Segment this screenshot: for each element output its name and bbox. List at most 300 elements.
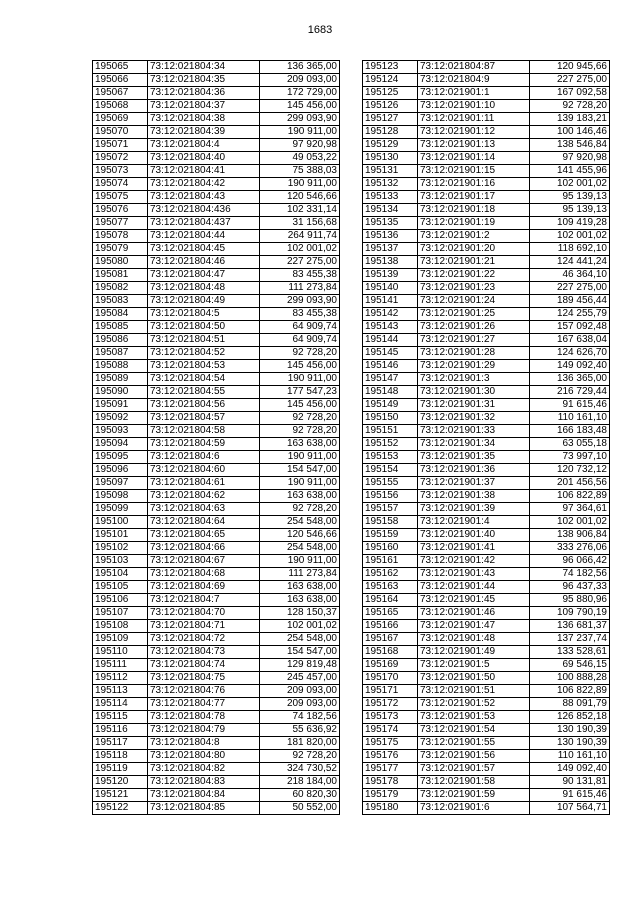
row-number-cell: 195150	[363, 412, 418, 425]
cadastral-value-cell: 189 456,44	[530, 295, 610, 308]
cadastral-value-cell: 97 920,98	[530, 152, 610, 165]
cadastral-number-cell: 73:12:021804:75	[148, 672, 260, 685]
table-row	[93, 672, 340, 685]
cadastral-number-cell: 73:12:021901:48	[418, 633, 530, 646]
table-row	[363, 165, 610, 178]
cadastral-number-cell: 73:12:021804:52	[148, 347, 260, 360]
cadastral-number-cell: 73:12:021804:48	[148, 282, 260, 295]
table-row	[93, 737, 340, 750]
row-number-cell: 195102	[93, 542, 148, 555]
table-row	[93, 711, 340, 724]
row-number-cell: 195130	[363, 152, 418, 165]
row-number-cell: 195173	[363, 711, 418, 724]
row-number-cell: 195124	[363, 74, 418, 87]
table-row	[93, 750, 340, 763]
cadastral-value-cell: 124 255,79	[530, 308, 610, 321]
row-number-cell: 195140	[363, 282, 418, 295]
table-row	[363, 334, 610, 347]
row-number-cell: 195069	[93, 113, 148, 126]
cadastral-value-cell: 130 190,39	[530, 724, 610, 737]
row-number-cell: 195116	[93, 724, 148, 737]
cadastral-number-cell: 73:12:021901:27	[418, 334, 530, 347]
cadastral-number-cell: 73:12:021804:40	[148, 152, 260, 165]
table-row	[93, 360, 340, 373]
cadastral-value-cell: 245 457,00	[260, 672, 340, 685]
table-row	[93, 204, 340, 217]
cadastral-value-cell: 92 728,20	[260, 425, 340, 438]
cadastral-number-cell: 73:12:021901:52	[418, 698, 530, 711]
table-row	[93, 555, 340, 568]
cadastral-number-cell: 73:12:021901:49	[418, 646, 530, 659]
table-row	[93, 178, 340, 191]
cadastral-number-cell: 73:12:021804:82	[148, 763, 260, 776]
row-number-cell: 195079	[93, 243, 148, 256]
cadastral-number-cell: 73:12:021901:41	[418, 542, 530, 555]
row-number-cell: 195085	[93, 321, 148, 334]
cadastral-number-cell: 73:12:021901:55	[418, 737, 530, 750]
table-row	[93, 529, 340, 542]
table-row	[93, 542, 340, 555]
table-row	[93, 126, 340, 139]
cadastral-number-cell: 73:12:021804:71	[148, 620, 260, 633]
cadastral-number-cell: 73:12:021804:63	[148, 503, 260, 516]
cadastral-value-cell: 107 564,71	[530, 802, 610, 815]
cadastral-number-cell: 73:12:021804:44	[148, 230, 260, 243]
row-number-cell: 195129	[363, 139, 418, 152]
cadastral-number-cell: 73:12:021804:55	[148, 386, 260, 399]
table-row	[93, 399, 340, 412]
cadastral-number-cell: 73:12:021901:30	[418, 386, 530, 399]
table-row	[363, 152, 610, 165]
table-row	[363, 776, 610, 789]
table-row	[93, 464, 340, 477]
table-row	[363, 256, 610, 269]
cadastral-value-cell: 149 092,40	[530, 763, 610, 776]
cadastral-number-cell: 73:12:021804:74	[148, 659, 260, 672]
row-number-cell: 195127	[363, 113, 418, 126]
table-row	[93, 425, 340, 438]
row-number-cell: 195144	[363, 334, 418, 347]
row-number-cell: 195097	[93, 477, 148, 490]
table-row	[363, 711, 610, 724]
table-row	[93, 503, 340, 516]
row-number-cell: 195115	[93, 711, 148, 724]
row-number-cell: 195099	[93, 503, 148, 516]
table-row	[93, 685, 340, 698]
row-number-cell: 195106	[93, 594, 148, 607]
table-row	[93, 269, 340, 282]
row-number-cell: 195103	[93, 555, 148, 568]
cadastral-value-cell: 264 911,74	[260, 230, 340, 243]
cadastral-value-cell: 110 161,10	[530, 750, 610, 763]
table-row	[93, 594, 340, 607]
row-number-cell: 195067	[93, 87, 148, 100]
row-number-cell: 195082	[93, 282, 148, 295]
cadastral-value-cell: 120 732,12	[530, 464, 610, 477]
cadastral-number-cell: 73:12:021804:437	[148, 217, 260, 230]
cadastral-value-cell: 145 456,00	[260, 360, 340, 373]
table-row	[363, 139, 610, 152]
left-register-table	[92, 60, 340, 815]
cadastral-value-cell: 209 093,00	[260, 74, 340, 87]
cadastral-number-cell: 73:12:021901:31	[418, 399, 530, 412]
row-number-cell: 195110	[93, 646, 148, 659]
cadastral-number-cell: 73:12:021901:20	[418, 243, 530, 256]
cadastral-value-cell: 130 190,39	[530, 737, 610, 750]
cadastral-number-cell: 73:12:021901:59	[418, 789, 530, 802]
row-number-cell: 195120	[93, 776, 148, 789]
cadastral-value-cell: 177 547,23	[260, 386, 340, 399]
cadastral-number-cell: 73:12:021901:45	[418, 594, 530, 607]
cadastral-number-cell: 73:12:021901:5	[418, 659, 530, 672]
row-number-cell: 195169	[363, 659, 418, 672]
cadastral-number-cell: 73:12:021901:43	[418, 568, 530, 581]
cadastral-value-cell: 92 728,20	[260, 412, 340, 425]
cadastral-value-cell: 92 728,20	[260, 347, 340, 360]
cadastral-number-cell: 73:12:021901:2	[418, 230, 530, 243]
table-row	[93, 802, 340, 815]
cadastral-value-cell: 83 455,38	[260, 308, 340, 321]
cadastral-number-cell: 73:12:021901:17	[418, 191, 530, 204]
table-row	[363, 321, 610, 334]
cadastral-value-cell: 97 364,61	[530, 503, 610, 516]
cadastral-value-cell: 254 548,00	[260, 633, 340, 646]
row-number-cell: 195166	[363, 620, 418, 633]
row-number-cell: 195135	[363, 217, 418, 230]
table-row	[363, 230, 610, 243]
cadastral-value-cell: 92 728,20	[530, 100, 610, 113]
row-number-cell: 195159	[363, 529, 418, 542]
row-number-cell: 195092	[93, 412, 148, 425]
cadastral-value-cell: 227 275,00	[530, 282, 610, 295]
cadastral-value-cell: 149 092,40	[530, 360, 610, 373]
cadastral-number-cell: 73:12:021804:76	[148, 685, 260, 698]
row-number-cell: 195137	[363, 243, 418, 256]
cadastral-number-cell: 73:12:021901:56	[418, 750, 530, 763]
row-number-cell: 195179	[363, 789, 418, 802]
cadastral-number-cell: 73:12:021901:24	[418, 295, 530, 308]
row-number-cell: 195143	[363, 321, 418, 334]
table-row	[93, 191, 340, 204]
cadastral-value-cell: 227 275,00	[260, 256, 340, 269]
cadastral-value-cell: 190 911,00	[260, 477, 340, 490]
table-row	[93, 243, 340, 256]
cadastral-value-cell: 111 273,84	[260, 282, 340, 295]
cadastral-value-cell: 95 139,13	[530, 191, 610, 204]
table-row	[93, 633, 340, 646]
cadastral-value-cell: 227 275,00	[530, 74, 610, 87]
cadastral-value-cell: 55 636,92	[260, 724, 340, 737]
cadastral-value-cell: 124 626,70	[530, 347, 610, 360]
table-row	[363, 594, 610, 607]
row-number-cell: 195081	[93, 269, 148, 282]
row-number-cell: 195101	[93, 529, 148, 542]
cadastral-value-cell: 209 093,00	[260, 685, 340, 698]
row-number-cell: 195070	[93, 126, 148, 139]
cadastral-number-cell: 73:12:021804:61	[148, 477, 260, 490]
cadastral-value-cell: 163 638,00	[260, 490, 340, 503]
cadastral-number-cell: 73:12:021804:45	[148, 243, 260, 256]
row-number-cell: 195113	[93, 685, 148, 698]
cadastral-value-cell: 90 131,81	[530, 776, 610, 789]
table-row	[363, 308, 610, 321]
row-number-cell: 195111	[93, 659, 148, 672]
cadastral-number-cell: 73:12:021901:35	[418, 451, 530, 464]
table-row	[363, 126, 610, 139]
cadastral-value-cell: 124 441,24	[530, 256, 610, 269]
row-number-cell: 195066	[93, 74, 148, 87]
cadastral-number-cell: 73:12:021901:21	[418, 256, 530, 269]
table-row	[93, 256, 340, 269]
cadastral-number-cell: 73:12:021804:9	[418, 74, 530, 87]
cadastral-value-cell: 74 182,56	[530, 568, 610, 581]
cadastral-number-cell: 73:12:021901:39	[418, 503, 530, 516]
cadastral-number-cell: 73:12:021901:6	[418, 802, 530, 815]
cadastral-value-cell: 136 681,37	[530, 620, 610, 633]
row-number-cell: 195086	[93, 334, 148, 347]
cadastral-number-cell: 73:12:021901:26	[418, 321, 530, 334]
table-row	[93, 282, 340, 295]
row-number-cell: 195152	[363, 438, 418, 451]
table-row	[363, 113, 610, 126]
cadastral-number-cell: 73:12:021901:58	[418, 776, 530, 789]
table-row	[363, 802, 610, 815]
table-row	[93, 334, 340, 347]
cadastral-value-cell: 145 456,00	[260, 100, 340, 113]
cadastral-number-cell: 73:12:021901:32	[418, 412, 530, 425]
row-number-cell: 195077	[93, 217, 148, 230]
table-row	[363, 373, 610, 386]
cadastral-value-cell: 100 146,46	[530, 126, 610, 139]
table-row	[93, 581, 340, 594]
table-row	[93, 217, 340, 230]
cadastral-number-cell: 73:12:021901:16	[418, 178, 530, 191]
table-row	[93, 776, 340, 789]
table-row	[363, 438, 610, 451]
row-number-cell: 195176	[363, 750, 418, 763]
table-row	[363, 542, 610, 555]
row-number-cell: 195096	[93, 464, 148, 477]
cadastral-number-cell: 73:12:021804:62	[148, 490, 260, 503]
table-row	[363, 217, 610, 230]
table-row	[93, 763, 340, 776]
cadastral-number-cell: 73:12:021804:80	[148, 750, 260, 763]
cadastral-value-cell: 120 546,66	[260, 529, 340, 542]
cadastral-number-cell: 73:12:021804:72	[148, 633, 260, 646]
cadastral-value-cell: 102 001,02	[530, 516, 610, 529]
table-row	[363, 646, 610, 659]
cadastral-value-cell: 190 911,00	[260, 178, 340, 191]
row-number-cell: 195145	[363, 347, 418, 360]
table-row	[363, 659, 610, 672]
cadastral-value-cell: 95 880,96	[530, 594, 610, 607]
cadastral-number-cell: 73:12:021804:34	[148, 61, 260, 74]
row-number-cell: 195122	[93, 802, 148, 815]
cadastral-value-cell: 118 692,10	[530, 243, 610, 256]
row-number-cell: 195125	[363, 87, 418, 100]
cadastral-value-cell: 69 546,15	[530, 659, 610, 672]
cadastral-value-cell: 102 001,02	[260, 620, 340, 633]
row-number-cell: 195107	[93, 607, 148, 620]
row-number-cell: 195091	[93, 399, 148, 412]
cadastral-value-cell: 163 638,00	[260, 594, 340, 607]
cadastral-number-cell: 73:12:021901:1	[418, 87, 530, 100]
row-number-cell: 195076	[93, 204, 148, 217]
table-row	[93, 386, 340, 399]
cadastral-value-cell: 139 183,21	[530, 113, 610, 126]
cadastral-number-cell: 73:12:021804:5	[148, 308, 260, 321]
table-row	[93, 568, 340, 581]
table-row	[363, 386, 610, 399]
row-number-cell: 195112	[93, 672, 148, 685]
cadastral-value-cell: 324 730,52	[260, 763, 340, 776]
cadastral-value-cell: 154 547,00	[260, 646, 340, 659]
table-row	[363, 100, 610, 113]
cadastral-number-cell: 73:12:021901:57	[418, 763, 530, 776]
table-row	[363, 204, 610, 217]
row-number-cell: 195088	[93, 360, 148, 373]
table-row	[93, 321, 340, 334]
cadastral-value-cell: 154 547,00	[260, 464, 340, 477]
page-number: 1683	[307, 24, 333, 36]
cadastral-number-cell: 73:12:021901:14	[418, 152, 530, 165]
table-row	[93, 477, 340, 490]
row-number-cell: 195136	[363, 230, 418, 243]
row-number-cell: 195126	[363, 100, 418, 113]
cadastral-number-cell: 73:12:021901:36	[418, 464, 530, 477]
cadastral-number-cell: 73:12:021901:23	[418, 282, 530, 295]
row-number-cell: 195084	[93, 308, 148, 321]
table-row	[93, 412, 340, 425]
right-register-table	[362, 60, 610, 815]
row-number-cell: 195149	[363, 399, 418, 412]
table-row	[363, 464, 610, 477]
cadastral-value-cell: 102 331,14	[260, 204, 340, 217]
cadastral-value-cell: 109 790,19	[530, 607, 610, 620]
table-row	[363, 763, 610, 776]
table-row	[363, 295, 610, 308]
cadastral-value-cell: 110 161,10	[530, 412, 610, 425]
cadastral-value-cell: 129 819,48	[260, 659, 340, 672]
row-number-cell: 195090	[93, 386, 148, 399]
table-row	[93, 139, 340, 152]
cadastral-number-cell: 73:12:021901:12	[418, 126, 530, 139]
cadastral-value-cell: 157 092,48	[530, 321, 610, 334]
row-number-cell: 195108	[93, 620, 148, 633]
cadastral-value-cell: 91 615,46	[530, 399, 610, 412]
cadastral-number-cell: 73:12:021901:34	[418, 438, 530, 451]
table-row	[363, 282, 610, 295]
cadastral-number-cell: 73:12:021804:4	[148, 139, 260, 152]
row-number-cell: 195109	[93, 633, 148, 646]
row-number-cell: 195078	[93, 230, 148, 243]
cadastral-value-cell: 333 276,06	[530, 542, 610, 555]
cadastral-value-cell: 74 182,56	[260, 711, 340, 724]
cadastral-value-cell: 299 093,90	[260, 113, 340, 126]
cadastral-value-cell: 167 092,58	[530, 87, 610, 100]
table-row	[93, 100, 340, 113]
table-row	[93, 230, 340, 243]
table-row	[93, 698, 340, 711]
cadastral-value-cell: 163 638,00	[260, 438, 340, 451]
row-number-cell: 195141	[363, 295, 418, 308]
table-row	[93, 152, 340, 165]
table-row	[363, 191, 610, 204]
row-number-cell: 195065	[93, 61, 148, 74]
row-number-cell: 195170	[363, 672, 418, 685]
cadastral-number-cell: 73:12:021901:28	[418, 347, 530, 360]
row-number-cell: 195177	[363, 763, 418, 776]
cadastral-number-cell: 73:12:021804:46	[148, 256, 260, 269]
cadastral-value-cell: 190 911,00	[260, 555, 340, 568]
row-number-cell: 195068	[93, 100, 148, 113]
cadastral-number-cell: 73:12:021901:19	[418, 217, 530, 230]
table-row	[93, 724, 340, 737]
table-row	[363, 568, 610, 581]
table-row	[93, 87, 340, 100]
table-row	[363, 178, 610, 191]
row-number-cell: 195095	[93, 451, 148, 464]
cadastral-number-cell: 73:12:021804:36	[148, 87, 260, 100]
cadastral-number-cell: 73:12:021901:10	[418, 100, 530, 113]
cadastral-number-cell: 73:12:021804:68	[148, 568, 260, 581]
table-row	[93, 308, 340, 321]
cadastral-number-cell: 73:12:021901:25	[418, 308, 530, 321]
cadastral-value-cell: 201 456,56	[530, 477, 610, 490]
cadastral-number-cell: 73:12:021804:53	[148, 360, 260, 373]
cadastral-number-cell: 73:12:021804:65	[148, 529, 260, 542]
cadastral-value-cell: 120 945,66	[530, 61, 610, 74]
table-row	[363, 789, 610, 802]
cadastral-number-cell: 73:12:021901:13	[418, 139, 530, 152]
cadastral-number-cell: 73:12:021804:69	[148, 581, 260, 594]
cadastral-value-cell: 254 548,00	[260, 516, 340, 529]
row-number-cell: 195118	[93, 750, 148, 763]
row-number-cell: 195180	[363, 802, 418, 815]
cadastral-number-cell: 73:12:021901:33	[418, 425, 530, 438]
table-row	[363, 399, 610, 412]
cadastral-number-cell: 73:12:021901:37	[418, 477, 530, 490]
row-number-cell: 195138	[363, 256, 418, 269]
table-row	[93, 516, 340, 529]
cadastral-number-cell: 73:12:021901:40	[418, 529, 530, 542]
table-row	[93, 789, 340, 802]
row-number-cell: 195160	[363, 542, 418, 555]
row-number-cell: 195167	[363, 633, 418, 646]
cadastral-value-cell: 106 822,89	[530, 490, 610, 503]
cadastral-value-cell: 136 365,00	[530, 373, 610, 386]
table-row	[363, 750, 610, 763]
cadastral-value-cell: 137 237,74	[530, 633, 610, 646]
cadastral-value-cell: 138 906,84	[530, 529, 610, 542]
row-number-cell: 195087	[93, 347, 148, 360]
cadastral-value-cell: 128 150,37	[260, 607, 340, 620]
row-number-cell: 195165	[363, 607, 418, 620]
cadastral-number-cell: 73:12:021804:54	[148, 373, 260, 386]
table-row	[93, 373, 340, 386]
cadastral-number-cell: 73:12:021804:47	[148, 269, 260, 282]
table-row	[363, 633, 610, 646]
table-row	[93, 490, 340, 503]
row-number-cell: 195158	[363, 516, 418, 529]
cadastral-value-cell: 163 638,00	[260, 581, 340, 594]
cadastral-value-cell: 50 552,00	[260, 802, 340, 815]
row-number-cell: 195156	[363, 490, 418, 503]
cadastral-number-cell: 73:12:021804:83	[148, 776, 260, 789]
cadastral-value-cell: 75 388,03	[260, 165, 340, 178]
cadastral-number-cell: 73:12:021804:57	[148, 412, 260, 425]
table-row	[363, 490, 610, 503]
